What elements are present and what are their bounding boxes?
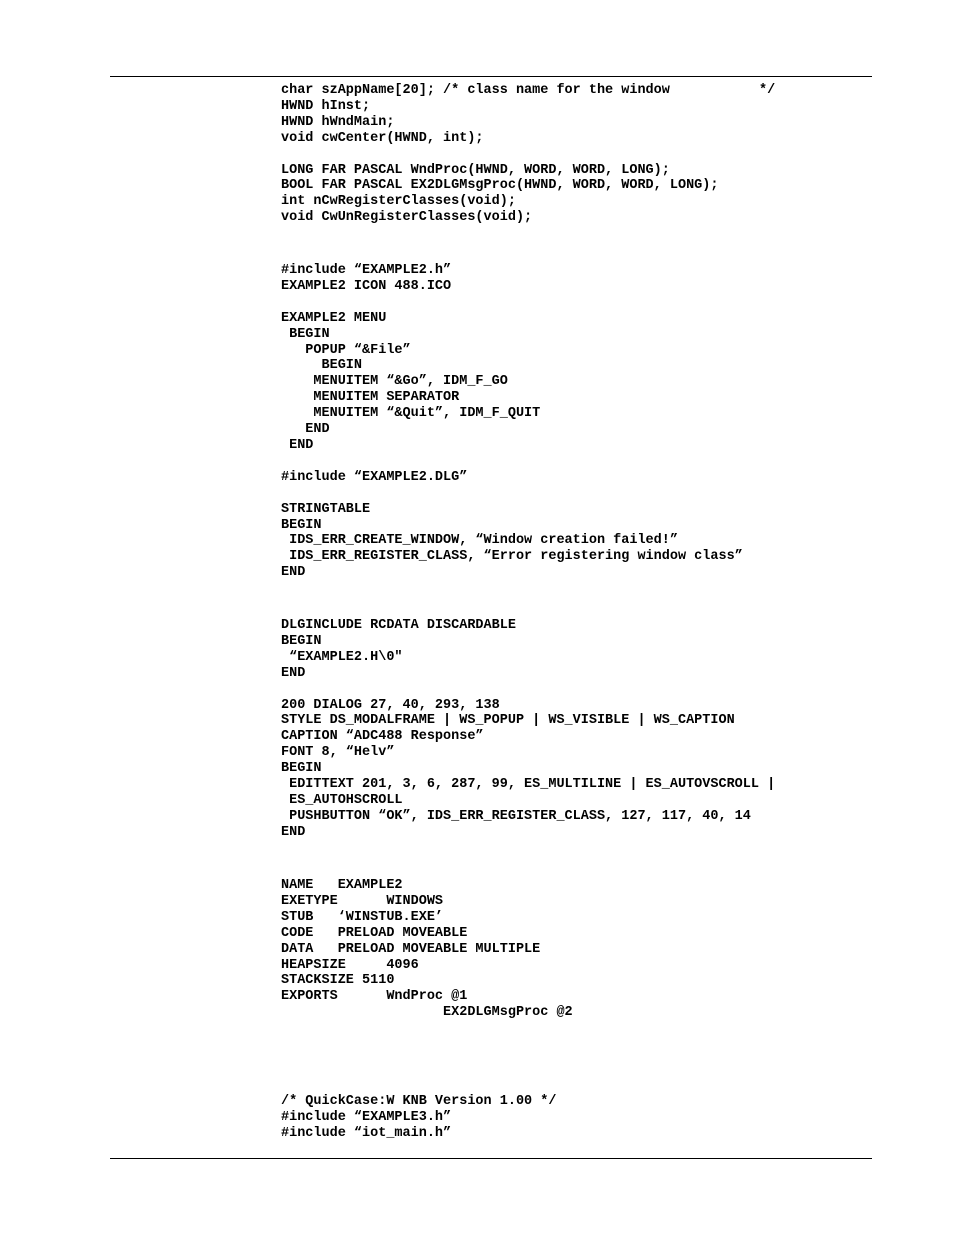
code-line: EXETYPE WINDOWS — [281, 893, 444, 909]
code-line: STRINGTABLE — [281, 501, 371, 517]
code-line: END — [281, 565, 306, 581]
code-line: BEGIN — [281, 633, 322, 649]
code-line: HWND hWndMain; — [281, 114, 395, 130]
code-line: BEGIN — [281, 761, 322, 777]
code-line: STUB ‘WINSTUB.EXE’ — [281, 909, 444, 925]
code-line: DATA PRELOAD MOVEABLE MULTIPLE — [281, 941, 541, 957]
code-block-dialog-script — [281, 618, 775, 841]
code-line: char szAppName[20]; /* class name for the window */ — [281, 83, 776, 98]
code-line: BEGIN — [281, 326, 330, 342]
code-line: void CwUnRegisterClasses(void); — [281, 210, 533, 226]
code-line: EXAMPLE2 ICON 488.ICO — [281, 278, 452, 294]
code-line: BEGIN — [281, 517, 322, 533]
code-line: HEAPSIZE 4096 — [281, 957, 419, 973]
code-block-module-definition — [281, 878, 573, 1021]
code-line: IDS_ERR_CREATE_WINDOW, “Window creation failed!” — [281, 533, 678, 549]
code-line: “EXAMPLE2.H\0" — [281, 649, 403, 665]
code-line: BEGIN — [281, 358, 363, 374]
code-line: EXAMPLE2 MENU — [281, 310, 387, 326]
code-line: MENUITEM SEPARATOR — [281, 390, 460, 406]
code-line: EXPORTS WndProc @1 — [281, 989, 468, 1005]
code-line: #include “iot_main.h” — [281, 1125, 452, 1141]
code-line: MENUITEM “&Quit”, IDM_F_QUIT — [281, 406, 541, 422]
code-line: BOOL FAR PASCAL EX2DLGMsgProc(HWND, WORD, WORD, LONG); — [281, 178, 719, 194]
code-line: END — [281, 422, 330, 438]
code-line: #include “EXAMPLE2.DLG” — [281, 469, 468, 485]
code-line: LONG FAR PASCAL WndProc(HWND, WORD, WORD, LONG); — [281, 162, 670, 178]
code-line: int nCwRegisterClasses(void); — [281, 194, 516, 210]
code-block-quickcase-header — [281, 1094, 556, 1142]
code-line: PUSHBUTTON “OK”, IDS_ERR_REGISTER_CLASS, 127, 117, 40, 14 — [281, 808, 751, 824]
code-line: ES_AUTOHSCROLL — [281, 792, 403, 808]
code-line: #include “EXAMPLE3.h” — [281, 1109, 452, 1125]
code-line: FONT 8, “Helv” — [281, 745, 395, 761]
code-line: CAPTION “ADC488 Response” — [281, 729, 484, 745]
code-line: #include “EXAMPLE2.h” — [281, 263, 452, 278]
top-rule — [110, 76, 872, 77]
code-line: EDITTEXT 201, 3, 6, 287, 99, ES_MULTILINE | ES_AUTOVSCROLL | — [281, 777, 776, 793]
code-block-resource-script — [281, 263, 743, 581]
code-line: NAME EXAMPLE2 — [281, 878, 403, 893]
code-line: STYLE DS_MODALFRAME | WS_POPUP | WS_VISIBLE | WS_CAPTION — [281, 713, 735, 729]
code-line: 200 DIALOG 27, 40, 293, 138 — [281, 697, 500, 713]
code-line: HWND hInst; — [281, 98, 371, 114]
code-line: EX2DLGMsgProc @2 — [281, 1005, 573, 1021]
code-line: POPUP “&File” — [281, 342, 411, 358]
code-line: MENUITEM “&Go”, IDM_F_GO — [281, 374, 508, 390]
code-line: END — [281, 437, 314, 453]
bottom-rule — [110, 1158, 872, 1159]
code-line: END — [281, 665, 306, 681]
code-line: END — [281, 824, 306, 840]
code-block-c-declarations — [281, 83, 775, 226]
code-line: void cwCenter(HWND, int); — [281, 130, 484, 146]
code-line: IDS_ERR_REGISTER_CLASS, “Error registering window class” — [281, 549, 743, 565]
code-line: DLGINCLUDE RCDATA DISCARDABLE — [281, 618, 516, 633]
code-line: STACKSIZE 5110 — [281, 973, 395, 989]
code-line: CODE PRELOAD MOVEABLE — [281, 925, 468, 941]
code-line: /* QuickCase:W KNB Version 1.00 */ — [281, 1094, 557, 1109]
